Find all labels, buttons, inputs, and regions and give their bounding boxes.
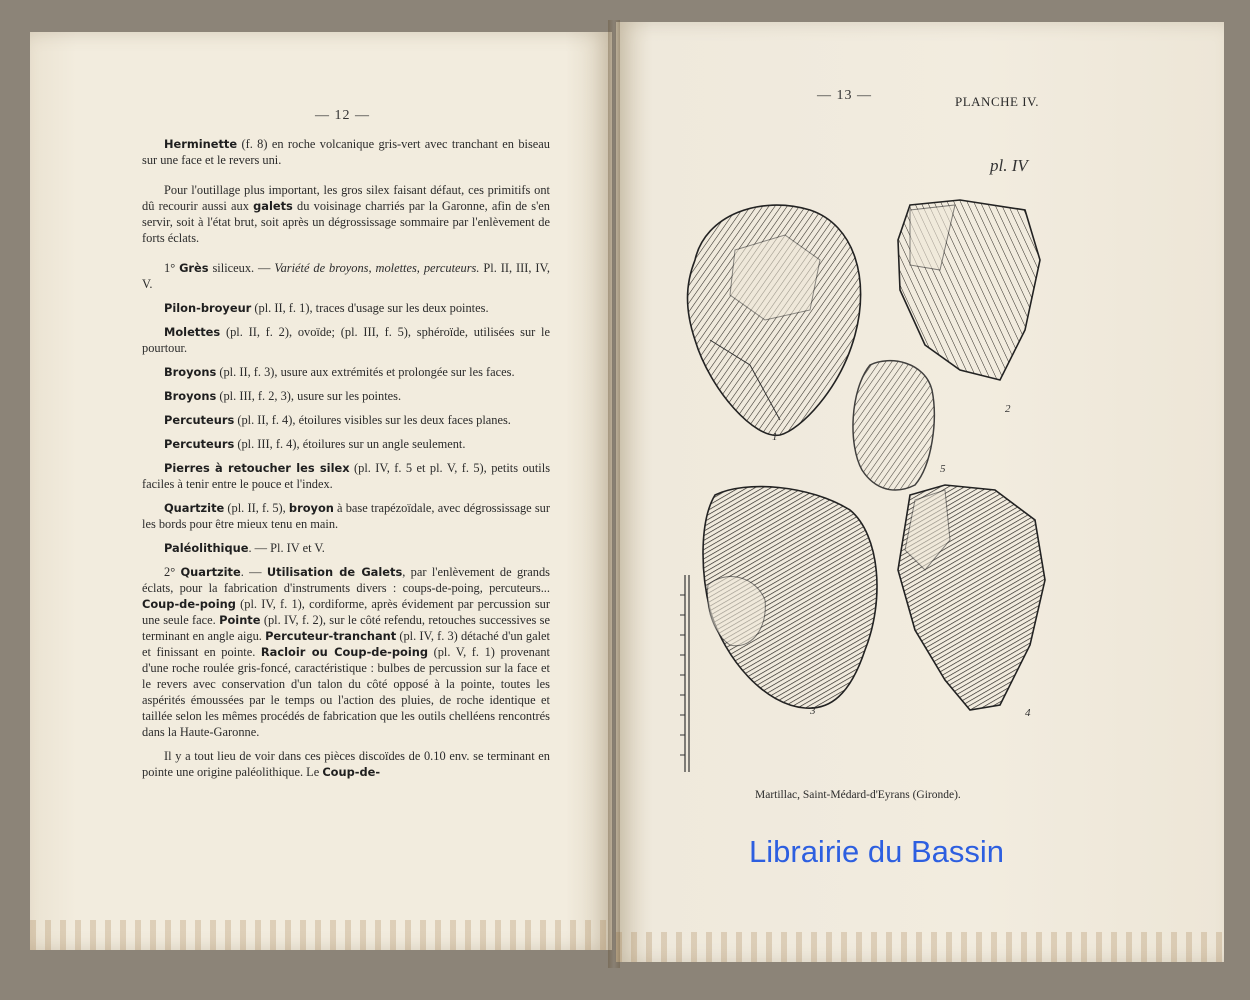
figure-number-1: 1 (772, 431, 778, 443)
text-paragraph (142, 136, 550, 168)
bold-term: Quartzite (164, 501, 225, 515)
text-run: (pl. IV, f. 1), cordiforme, après évidement par percussion sur une seule face. (142, 597, 550, 627)
text-run: . — Pl. IV et V. (248, 541, 325, 555)
text-run: (pl. IV, f. 3) détaché d'un galet et finissant en pointe. (142, 629, 550, 659)
text-run: (pl. V, f. 1) provenant d'une roche roulée gris-foncé, caractéristique : bulbes de percussion sur la face et le revers avec conservation d'un talon du côté opposé à la pointe, toutes les aspérités émoussées par le temps ou l'action des pluies, de roche identique et taillée selon les mêmes procédés de fabrication que les outils chelléens rencontrés dans la Haute-Garonne. (142, 645, 550, 739)
stone-tools-plate-illustration (670, 190, 1080, 780)
bold-term: Coup-de- (322, 765, 381, 779)
text-paragraph (142, 260, 550, 292)
bookseller-watermark: Librairie du Bassin (749, 834, 1005, 869)
page-number-right: — 13 — (817, 88, 872, 103)
left-page-text (142, 136, 550, 788)
figure-number-4: 4 (1025, 707, 1031, 719)
text-paragraph (142, 324, 550, 356)
italic-text: Variété de broyons, molettes, percuteurs. (274, 261, 480, 275)
text-run: Il y a tout lieu de voir dans ces pièces discoïdes de 0.10 env. se terminant en pointe une origine paléolithique. Le (142, 749, 550, 779)
bold-term: broyon (288, 501, 334, 515)
page-edge-stain (30, 920, 612, 950)
text-run: (pl. II, f. 1), traces d'usage sur les deux pointes. (251, 301, 489, 315)
text-paragraph (142, 540, 550, 556)
text-run: Pl. II, III, IV, V. (142, 261, 550, 291)
text-paragraph (142, 412, 550, 428)
bold-term: Pointe (219, 613, 261, 627)
text-paragraph (142, 300, 550, 316)
page-edge-stain (616, 932, 1224, 962)
figure-5-stone (853, 361, 934, 490)
bold-term: Grès (179, 261, 209, 275)
text-paragraph (142, 182, 550, 246)
bold-term: Pilon-broyeur (164, 301, 252, 315)
text-run: (pl. III, f. 2, 3), usure sur les pointes. (216, 389, 402, 403)
text-paragraph (142, 564, 550, 740)
bold-term: Coup-de-poing (142, 597, 236, 611)
bold-term: Broyons (164, 389, 217, 403)
figure-4-stone (898, 485, 1045, 710)
text-paragraph (142, 364, 550, 380)
figure-number-3: 3 (810, 705, 816, 717)
figure-2-stone (898, 200, 1040, 380)
bold-term: Herminette (164, 137, 238, 151)
text-run: (pl. II, f. 4), étoilures visibles sur les deux faces planes. (234, 413, 511, 427)
book-spine (608, 20, 620, 968)
text-run: , par l'enlèvement de grands éclats, pour la fabrication d'instruments divers : coups-de-poing, percuteurs... (142, 565, 550, 595)
scale-ruler (680, 575, 689, 772)
bold-term: galets (253, 199, 293, 213)
text-run: 2° (164, 565, 181, 579)
text-paragraph (142, 500, 550, 532)
plate-caption: Martillac, Saint-Médard-d'Eyrans (Gironde). (755, 789, 961, 801)
figure-3-stone (703, 487, 877, 709)
bold-term: Quartzite (180, 565, 241, 579)
bold-term: Racloir ou Coup-de-poing (260, 645, 429, 659)
text-paragraph (142, 436, 550, 452)
bold-term: Utilisation de Galets (266, 565, 403, 579)
text-run: Pour l'outillage plus important, les gros silex faisant défaut, ces primitifs ont dû recourir aussi aux (142, 183, 550, 213)
text-run: 1° (164, 261, 180, 275)
text-run: (pl. IV, f. 5 et pl. V, f. 5), petits outils faciles à tenir entre le pouce et l'index. (142, 461, 551, 491)
text-run: (pl. II, f. 3), usure aux extrémités et prolongée sur les faces. (216, 365, 515, 379)
figure-number-5: 5 (940, 463, 946, 475)
text-run: du voisinage charriés par la Garonne, afin de s'en servir, soit à l'état brut, soit après un dégrossissage sommaire par l'enlèvement de forts éclats. (142, 199, 550, 245)
text-paragraph (142, 748, 550, 780)
text-run: (f. 8) en roche volcanique gris-vert avec tranchant en biseau sur une face et le revers uni. (142, 137, 550, 167)
bold-term: Percuteurs (164, 437, 235, 451)
text-run: à base trapézoïdale, avec dégrossissage sur les bords pour être mieux tenu en main. (142, 501, 550, 531)
bold-term: Percuteur-tranchant (265, 629, 397, 643)
text-run: (pl. IV, f. 2), sur le côté refendu, retouches successives se terminant en angle aigu. (142, 613, 550, 643)
bold-term: Pierres à retoucher les silex (164, 461, 350, 475)
text-paragraph (142, 388, 550, 404)
text-paragraph (142, 460, 550, 492)
text-run: siliceux. — (208, 261, 275, 275)
bold-term: Broyons (164, 365, 217, 379)
text-run: . — (240, 565, 267, 579)
page-number-left: — 12 — (315, 108, 370, 123)
bold-term: Percuteurs (164, 413, 235, 427)
bold-term: Molettes (164, 325, 221, 339)
text-run: (pl. III, f. 4), étoilures sur un angle seulement. (234, 437, 466, 451)
figure-1-stone (688, 205, 861, 435)
figure-number-2: 2 (1005, 403, 1011, 415)
text-run: (pl. II, f. 2), ovoïde; (pl. III, f. 5), sphéroïde, utilisées sur le pourtour. (142, 325, 550, 355)
text-run: (pl. II, f. 5), (224, 501, 289, 515)
bold-term: Paléolithique (164, 541, 249, 555)
handwritten-plate-note: pl. IV (990, 156, 1028, 175)
plate-title: PLANCHE IV. (955, 94, 1039, 109)
